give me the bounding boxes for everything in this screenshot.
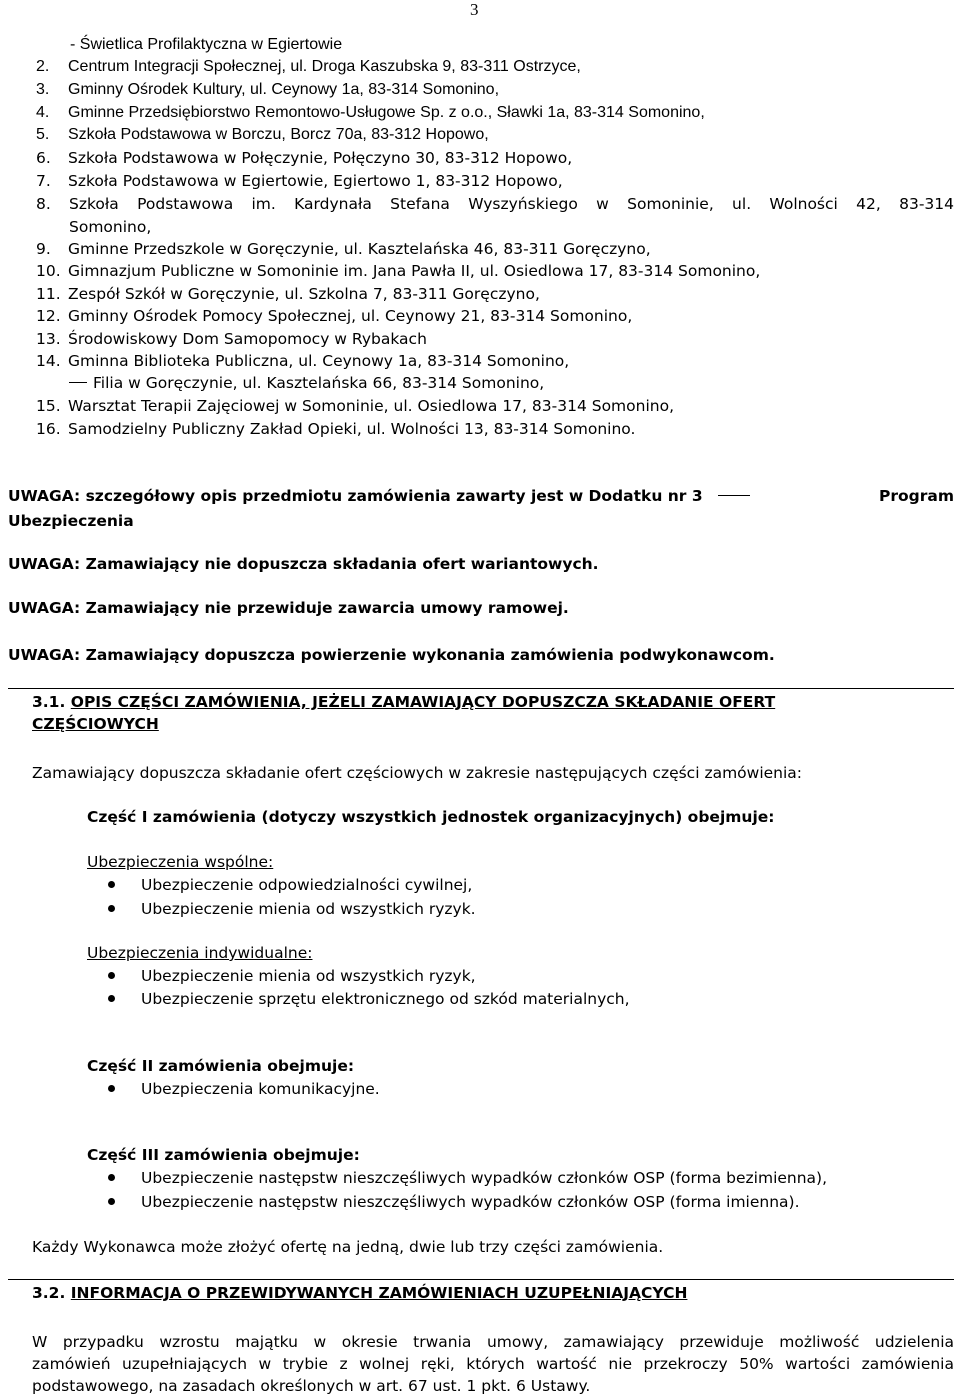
section-divider: [8, 688, 954, 689]
list-item-number: 10.: [36, 262, 61, 281]
list-item-number: 5.: [36, 126, 50, 144]
section-3-2-heading: [32, 1282, 687, 1304]
list-item-number: 11.: [36, 284, 61, 303]
list-item-number: 2.: [36, 58, 50, 75]
list-item-text: Centrum Integracji Społecznej, ul. Droga Kaszubska 9, 83-311 Ostrzyce,: [68, 58, 581, 75]
list-item-text: Gminny Ośrodek Pomocy Społecznej, ul. Ceynowy 21, 83-314 Somonino,: [68, 307, 633, 326]
list-item: [36, 261, 760, 281]
part-2-heading: Część II zamówienia obejmuje:: [87, 1057, 355, 1075]
bullet-item: Ubezpieczenie następstw nieszczęśliwych wypadków członków OSP (forma bezimienna),: [109, 1167, 827, 1189]
section-3-1-intro: Zamawiający dopuszcza składanie ofert częściowych w zakresie następujących części zamówienia:: [32, 764, 803, 782]
section-title: OPIS CZĘŚCI ZAMÓWIENIA, JEŻELI ZAMAWIAJĄCY DOPUSZCZA SKŁADANIE OFERT: [70, 693, 776, 711]
list-item-number: 16.: [36, 419, 61, 438]
list-item-text: Gminne Przedszkole w Goręczynie, ul. Kasztelańska 46, 83-311 Goręczyno,: [68, 240, 651, 258]
list-item-number: 3.: [36, 80, 50, 98]
bullet-icon: [108, 995, 115, 1002]
list-item-text: Gminny Ośrodek Kultury, ul. Ceynowy 1a, 83-314 Somonino,: [68, 80, 500, 98]
bullet-item: Ubezpieczenia komunikacyjne.: [109, 1078, 380, 1100]
section-divider: [8, 1279, 954, 1280]
list-item-text: Gminne Przedsiębiorstwo Remontowo-Usługowe Sp. z o.o., Sławki 1a, 83-314 Somonino,: [68, 103, 705, 121]
uwaga-note-1-text: UWAGA: szczegółowy opis przedmiotu zamówienia zawarty jest w Dodatku nr 3: [8, 487, 703, 505]
list-item-text: Samodzielny Publiczny Zakład Opieki, ul. Wolności 13, 83-314 Somonino.: [68, 419, 636, 438]
list-item-number: 7.: [36, 172, 51, 190]
list-item-number: 13.: [36, 329, 61, 348]
list-item: [36, 306, 632, 326]
section-3-2-para-line-2: zamówień uzupełniających w trybie z wolnej ręki, których wartość nie przekroczy 50% wartości zamówienia: [32, 1355, 954, 1373]
list-item: [36, 103, 705, 123]
list-item-8-cont: Somonino,: [69, 218, 152, 236]
bullet-item: Ubezpieczenie mienia od wszystkich ryzyk,: [109, 965, 476, 987]
filia-text: Filia w Goręczynie, ul. Kasztelańska 66, 83-314 Somonino,: [93, 374, 545, 392]
list-item-text: Środowiskowy Dom Samopomocy w Rybakach: [68, 329, 427, 348]
list-item-text: Szkoła Podstawowa w Borczu, Borcz 70a, 83-312 Hopowo,: [68, 126, 489, 144]
bullet-item: Ubezpieczenie odpowiedzialności cywilnej,: [109, 874, 472, 896]
list-item-number: 14.: [36, 352, 61, 370]
part-3-heading: Część III zamówienia obejmuje:: [87, 1146, 360, 1164]
list-item-text: Warsztat Terapii Zajęciowej w Somoninie, ul. Osiedlowa 17, 83-314 Somonino,: [68, 397, 674, 415]
list-item: [36, 419, 635, 439]
list-item: [36, 57, 581, 77]
uwaga-note-4: UWAGA: Zamawiający dopuszcza powierzenie wykonania zamówienia podwykonawcom.: [8, 646, 775, 664]
uwaga-note-3: UWAGA: Zamawiający nie przewiduje zawarcia umowy ramowej.: [8, 599, 569, 617]
bullet-item: Ubezpieczenie następstw nieszczęśliwych wypadków członków OSP (forma imienna).: [109, 1191, 800, 1213]
list-item: [36, 284, 540, 304]
common-insurance-label: Ubezpieczenia wspólne:: [87, 853, 274, 871]
list-item: [36, 351, 569, 371]
section-3-1-heading-cont: CZĘŚCIOWYCH: [32, 715, 159, 733]
list-item: [36, 396, 674, 416]
list-item: [36, 171, 563, 191]
list-item-number: 8.: [36, 195, 51, 213]
section-3-1-closing: Każdy Wykonawca może złożyć ofertę na jedną, dwie lub trzy części zamówienia.: [32, 1238, 664, 1256]
list-item-text: Szkoła Podstawowa w Połęczynie, Połęczyno 30, 83-312 Hopowo,: [68, 149, 573, 168]
bullet-item: Ubezpieczenie sprzętu elektronicznego od szkód materialnych,: [109, 988, 630, 1010]
list-item-8: [36, 194, 954, 214]
section-3-2-para-line-3: podstawowego, na zasadach określonych w art. 67 ust. 1 pkt. 6 Ustawy.: [32, 1377, 591, 1395]
bullet-icon: [108, 972, 115, 979]
list-item-number: 9.: [36, 240, 51, 258]
individual-insurance-label: Ubezpieczenia indywidualne:: [87, 944, 313, 962]
dash-mark: [69, 382, 87, 383]
part-1-heading: Część I zamówienia (dotyczy wszystkich jednostek organizacyjnych) obejmuje:: [87, 808, 775, 826]
list-item-text: Gimnazjum Publiczne w Somoninie im. Jana Pawła II, ul. Osiedlowa 17, 83-314 Somonino,: [68, 262, 761, 281]
list-item: [36, 80, 499, 100]
list-item: [36, 125, 489, 145]
list-item: [36, 239, 651, 259]
page-number: 3: [470, 0, 479, 19]
list-item-number: 4.: [36, 103, 50, 121]
list-item-text: Szkoła Podstawowa im. Kardynała Stefana Wyszyńskiego w Somoninie, ul. Wolności 42, 83-314: [69, 195, 954, 213]
section-title: INFORMACJA O PRZEWIDYWANYCH ZAMÓWIENIACH UZUPEŁNIAJĄCYCH: [70, 1284, 688, 1302]
section-3-2-para-line-1: W przypadku wzrostu majątku w okresie trwania umowy, zamawiający przewiduje możliwość udzielenia: [32, 1333, 954, 1351]
list-item-number: 15.: [36, 397, 61, 415]
bullet-icon: [108, 1198, 115, 1205]
bullet-icon: [108, 881, 115, 888]
uwaga-note-1: [8, 485, 954, 507]
bullet-icon: [108, 905, 115, 912]
bullet-icon: [108, 1174, 115, 1181]
list-item-text: Zespół Szkół w Goręczynie, ul. Szkolna 7, 83-311 Goręczyno,: [68, 284, 540, 303]
list-item: [36, 329, 427, 349]
list-item-text: Szkoła Podstawowa w Egiertowie, Egiertowo 1, 83-312 Hopowo,: [68, 172, 563, 190]
uwaga-note-1-cont: Ubezpieczenia: [8, 512, 134, 530]
filia-line: [69, 373, 544, 393]
bullet-item: Ubezpieczenie mienia od wszystkich ryzyk.: [109, 898, 476, 920]
section-number: 3.2.: [32, 1284, 66, 1302]
uwaga-note-1-end: Program: [878, 487, 954, 505]
uwaga-note-2: UWAGA: Zamawiający nie dopuszcza składania ofert wariantowych.: [8, 555, 599, 573]
list-item-text: Gminna Biblioteka Publiczna, ul. Ceynowy 1a, 83-314 Somonino,: [68, 352, 570, 370]
list-item-number: 6.: [36, 149, 51, 168]
section-number: 3.1.: [32, 693, 66, 711]
bullet-icon: [108, 1085, 115, 1092]
list-item: [36, 148, 572, 168]
section-3-1-heading: [32, 691, 775, 713]
dash-mark: [718, 495, 750, 496]
list-item-number: 12.: [36, 307, 61, 326]
intro-line: - Świetlica Profilaktyczna w Egiertowie: [70, 36, 343, 53]
